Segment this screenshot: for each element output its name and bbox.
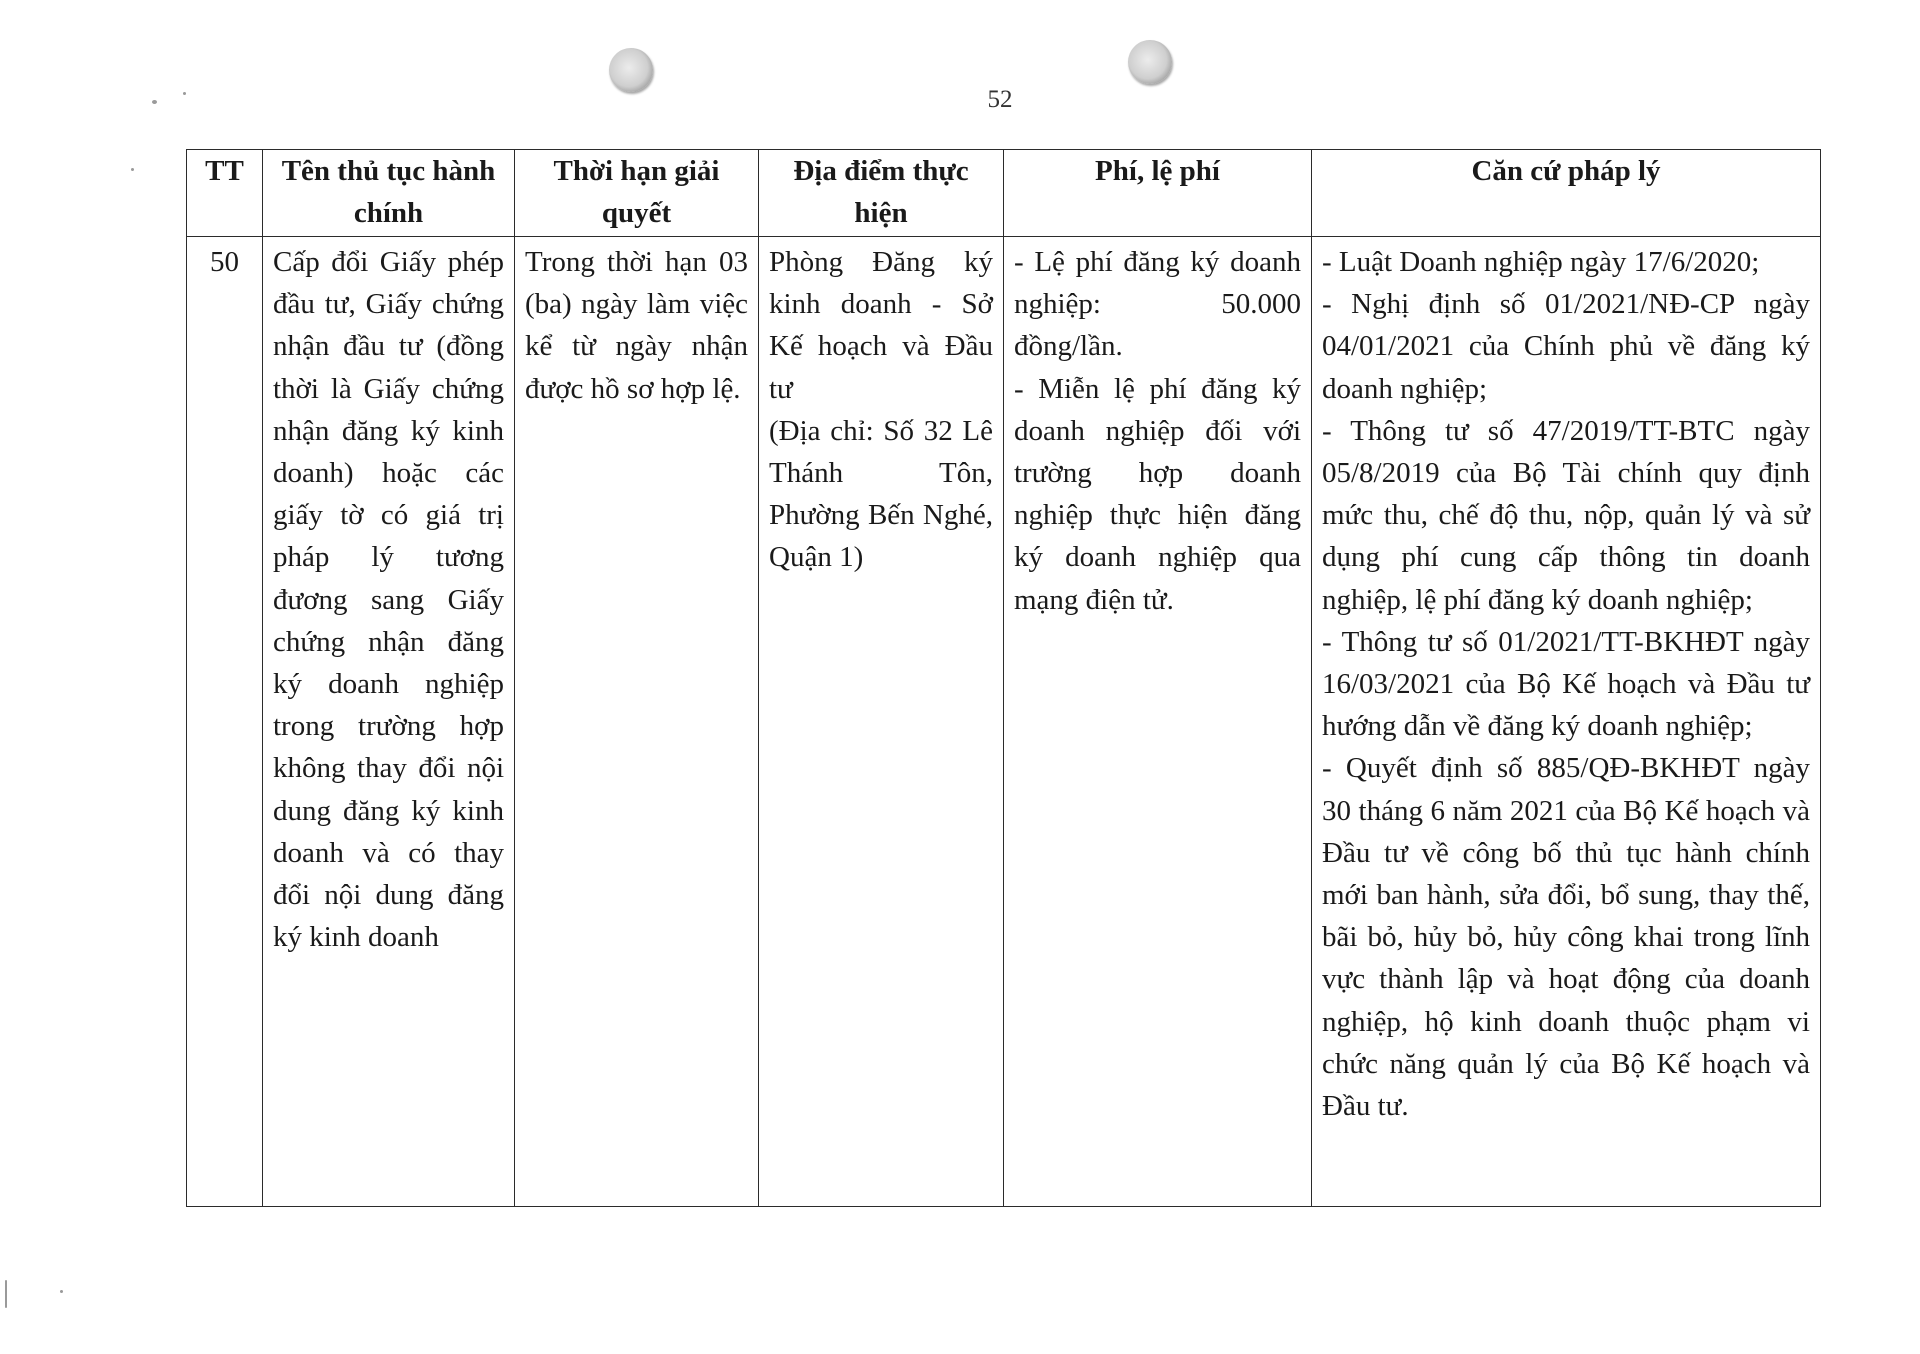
table-header-row <box>187 150 1821 237</box>
table-row <box>187 237 1821 1207</box>
legal-basis-item: - Thông tư số 01/2021/TT-BKHĐT ngày 16/03/2021 của Bộ Kế hoạch và Đầu tư hướng dẫn về đăng ký doanh nghiệp; <box>1322 625 1810 743</box>
scan-speck <box>60 1290 63 1293</box>
fee-item: - Lệ phí đăng ký doanh nghiệp: 50.000 đồng/lần. <box>1014 246 1301 363</box>
header-fees: Phí, lệ phí <box>1004 150 1312 237</box>
fee-item: - Miễn lệ phí đăng ký doanh nghiệp đối với trường hợp doanh nghiệp thực hiện đăng ký doanh nghiệp qua mạng điện tử. <box>1014 372 1301 616</box>
punch-hole <box>1128 40 1172 84</box>
header-tt: TT <box>187 150 263 237</box>
scan-speck <box>5 1280 7 1308</box>
cell-legal-basis <box>1312 237 1821 1207</box>
legal-basis-item: - Thông tư số 47/2019/TT-BTC ngày 05/8/2019 của Bộ Tài chính quy định mức thu, chế độ thu, nộp, quản lý và sử dụng phí cung cấp thông tin doanh nghiệp, lệ phí đăng ký doanh nghiệp; <box>1322 414 1810 616</box>
legal-basis-item: - Quyết định số 885/QĐ-BKHĐT ngày 30 tháng 6 năm 2021 của Bộ Kế hoạch và Đầu tư về công bố thủ tục hành chính mới ban hành, sửa đổi, bổ sung, thay thế, bãi bỏ, hủy bỏ, hủy công khai trong lĩnh vực thành lập và hoạt động của doanh nghiệp, hộ kinh doanh thuộc phạm vi chức năng quản lý của Bộ Kế hoạch và Đầu tư. <box>1322 752 1810 1123</box>
cell-fees <box>1004 237 1312 1207</box>
page-number: 52 <box>987 86 1013 113</box>
location-office: Phòng Đăng ký kinh doanh - Sở Kế hoạch và Đầu tư <box>769 246 993 405</box>
scan-speck <box>131 168 134 171</box>
cell-tt: 50 <box>187 237 263 1207</box>
location-address: (Địa chỉ: Số 32 Lê Thánh Tôn, Phường Bến Nghé, Quận 1) <box>769 414 993 574</box>
header-processing-time: Thời hạn giải quyết <box>515 150 759 237</box>
cell-processing-time: Trong thời hạn 03 (ba) ngày làm việc kể từ ngày nhận được hồ sơ hợp lệ. <box>515 237 759 1207</box>
legal-basis-item: - Luật Doanh nghiệp ngày 17/6/2020; <box>1322 246 1760 278</box>
legal-basis-item: - Nghị định số 01/2021/NĐ-CP ngày 04/01/2021 của Chính phủ về đăng ký doanh nghiệp; <box>1322 288 1810 405</box>
procedure-table <box>186 149 1821 1207</box>
header-location: Địa điểm thực hiện <box>759 150 1004 237</box>
header-procedure-name: Tên thủ tục hành chính <box>263 150 515 237</box>
cell-location <box>759 237 1004 1207</box>
header-legal-basis: Căn cứ pháp lý <box>1312 150 1821 237</box>
cell-procedure-name: Cấp đổi Giấy phép đầu tư, Giấy chứng nhận đầu tư (đồng thời là Giấy chứng nhận đăng ký kinh doanh) hoặc các giấy tờ có giá trị pháp lý tương đương sang Giấy chứng nhận đăng ký doanh nghiệp trong trường hợp không thay đổi nội dung đăng ký kinh doanh và có thay đổi nội dung đăng ký kinh doanh <box>263 237 515 1207</box>
